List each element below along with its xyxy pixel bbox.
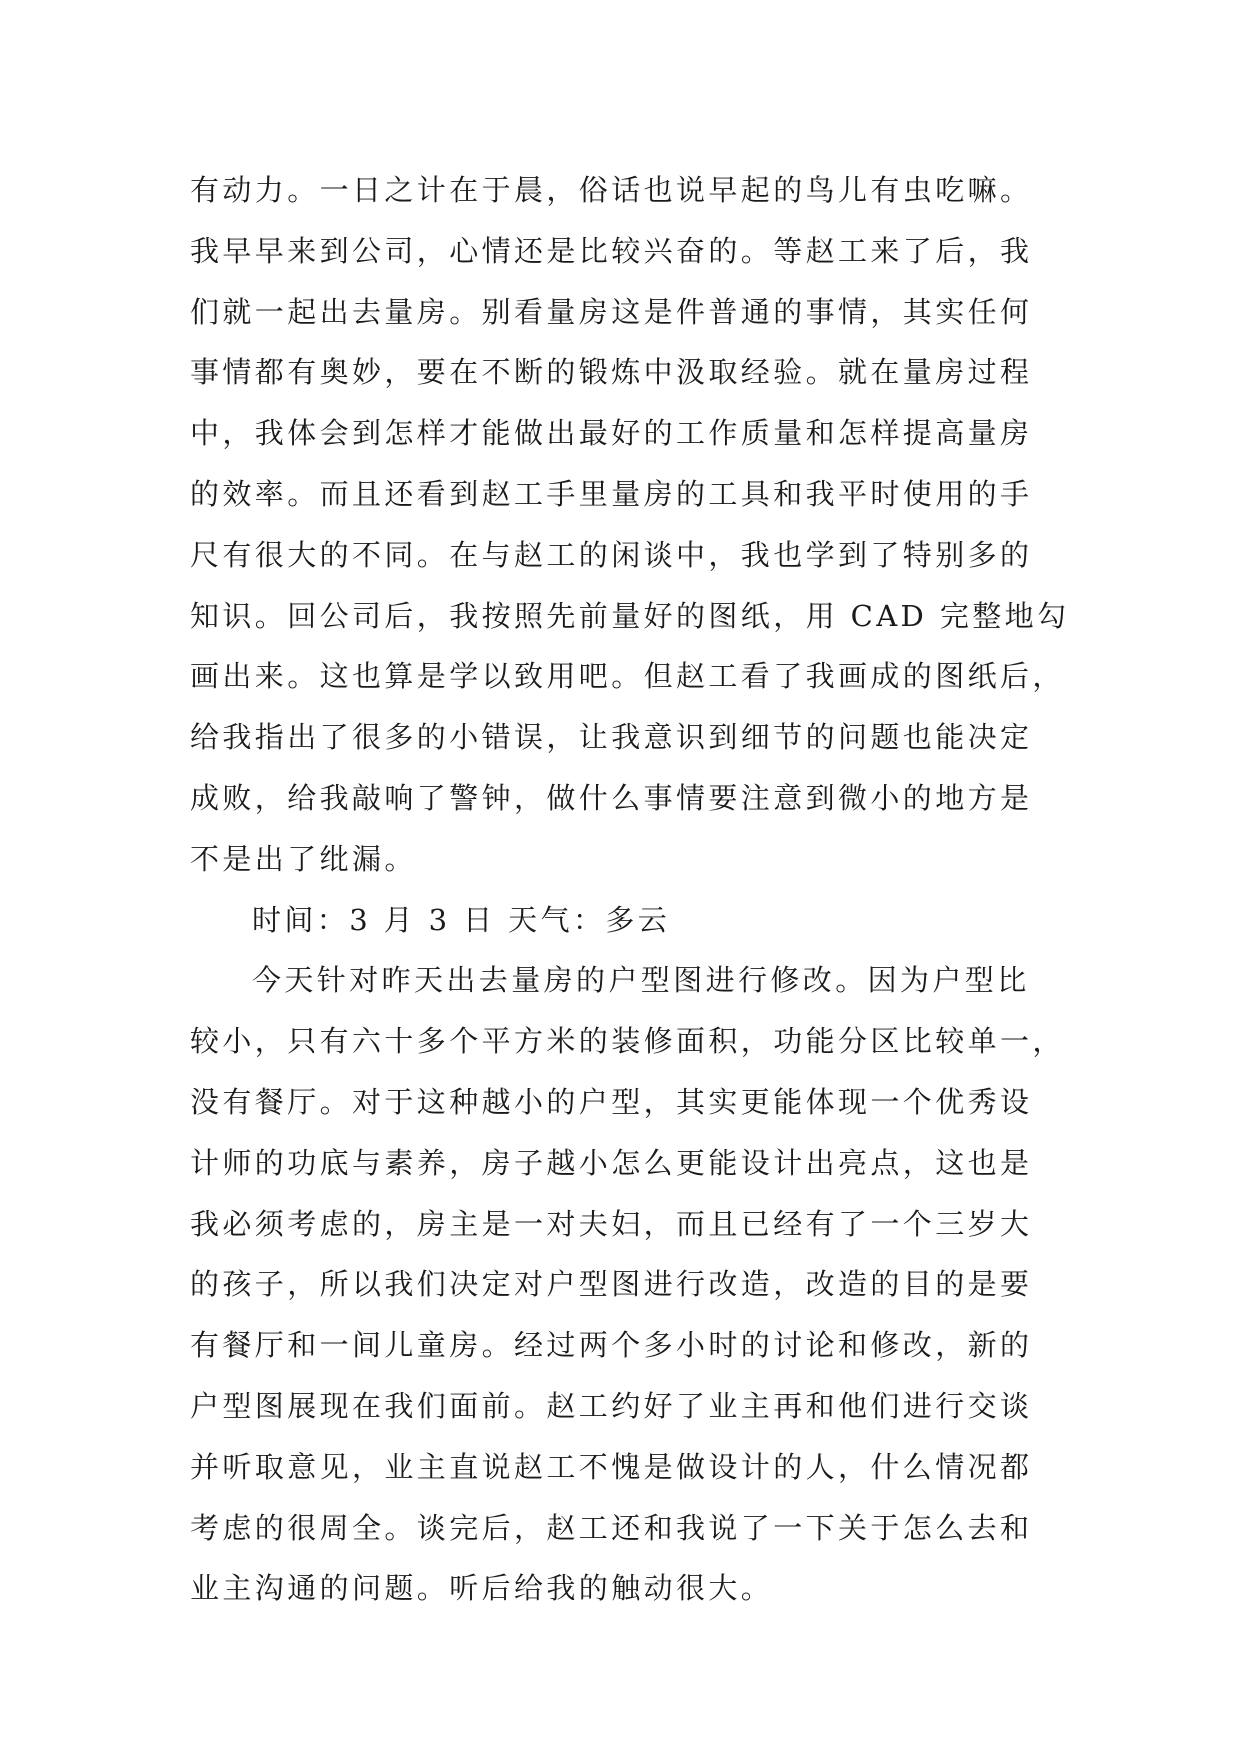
paragraph-line: 有餐厅和一间儿童房。经过两个多小时的讨论和修改，新的	[190, 1328, 1033, 1363]
paragraph-line: 的效率。而且还看到赵工手里量房的工具和我平时使用的手	[190, 476, 1033, 511]
paragraph-line: 较小，只有六十多个平方米的装修面积，功能分区比较单一，	[190, 1024, 1065, 1059]
paragraph-line: 尺有很大的不同。在与赵工的闲谈中，我也学到了特别多的	[190, 537, 1033, 572]
paragraph-line: 计师的功底与素养，房子越小怎么更能设计出亮点，这也是	[190, 1145, 1033, 1180]
paragraph-line: 给我指出了很多的小错误，让我意识到细节的问题也能决定	[190, 720, 1033, 755]
paragraph-line: 不是出了纰漏。	[190, 841, 417, 876]
paragraph-line: 的孩子，所以我们决定对户型图进行改造，改造的目的是要	[190, 1267, 1033, 1302]
paragraph-line: 画出来。这也算是学以致用吧。但赵工看了我画成的图纸后，	[190, 659, 1065, 694]
paragraph-line: 中，我体会到怎样才能做出最好的工作质量和怎样提高量房	[190, 416, 1033, 451]
paragraph-line: 们就一起出去量房。别看量房这是件普通的事情，其实任何	[190, 294, 1033, 329]
paragraph-line: 我早早来到公司，心情还是比较兴奋的。等赵工来了后，我	[190, 233, 1033, 268]
paragraph-line: 业主沟通的问题。听后给我的触动很大。	[190, 1571, 774, 1606]
paragraph-line: 事情都有奥妙，要在不断的锻炼中汲取经验。就在量房过程	[190, 355, 1033, 390]
paragraph-line: 没有餐厅。对于这种越小的户型，其实更能体现一个优秀设	[190, 1084, 1033, 1119]
paragraph-line: 我必须考虑的，房主是一对夫妇，而且已经有了一个三岁大	[190, 1206, 1033, 1241]
document-body	[190, 160, 1070, 1619]
paragraph-line: 知识。回公司后，我按照先前量好的图纸，用 CAD 完整地勾	[190, 598, 1070, 633]
paragraph-line: 户型图展现在我们面前。赵工约好了业主再和他们进行交谈	[190, 1388, 1033, 1423]
date-weather-heading: 时间：3 月 3 日 天气：多云	[252, 902, 671, 937]
paragraph-line: 今天针对昨天出去量房的户型图进行修改。因为户型比	[252, 963, 1030, 998]
paragraph-line: 考虑的很周全。谈完后，赵工还和我说了一下关于怎么去和	[190, 1510, 1033, 1545]
paragraph-line: 成败，给我敲响了警钟，做什么事情要注意到微小的地方是	[190, 780, 1033, 815]
paragraph-line: 并听取意见，业主直说赵工不愧是做设计的人，什么情况都	[190, 1449, 1033, 1484]
paragraph-line: 有动力。一日之计在于晨，俗话也说早起的鸟儿有虫吃嘛。	[190, 173, 1033, 207]
